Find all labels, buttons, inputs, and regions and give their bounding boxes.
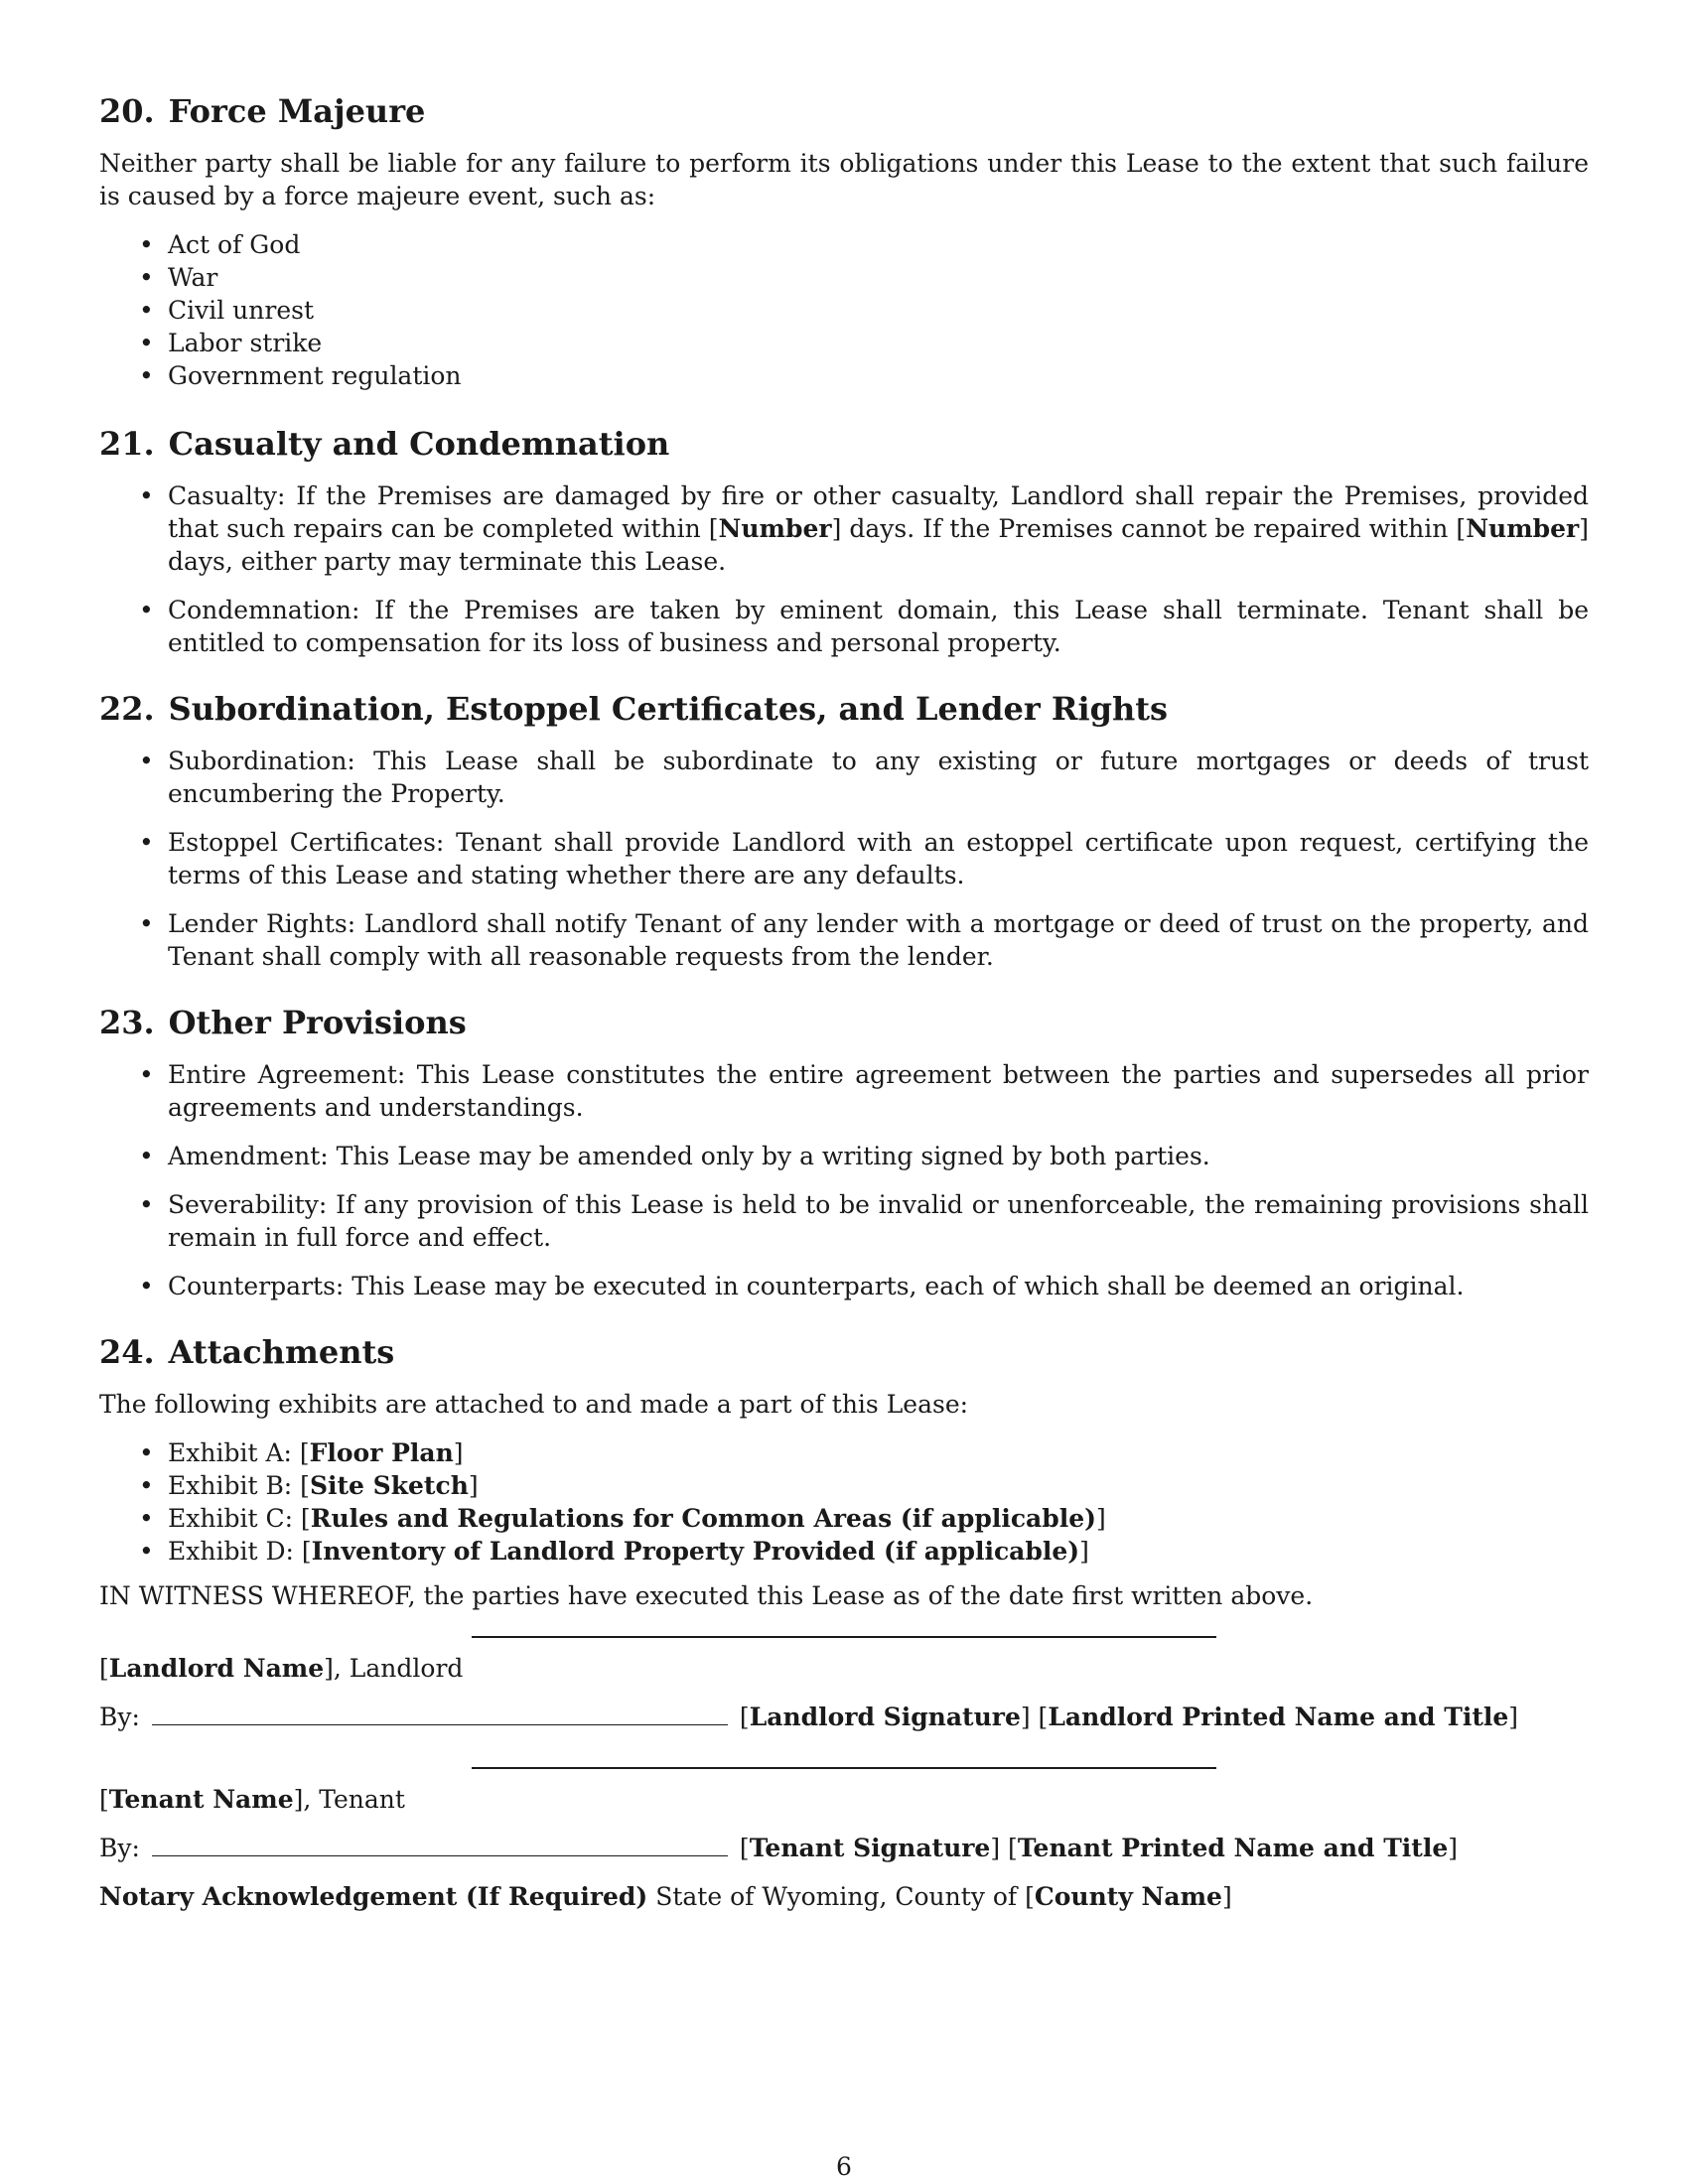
document-page [99,89,1589,1913]
by-label: By: [99,1834,140,1862]
notary-line [99,1880,1589,1913]
section-intro: The following exhibits are attached to and made a part of this Lease: [99,1390,969,1419]
exhibit-name: Floor Plan [309,1438,454,1467]
section-number: 24. [99,1333,155,1371]
signature-rule [472,1636,1216,1638]
force-majeure-list [99,228,1589,392]
landlord-name: Landlord Name [108,1654,325,1683]
exhibit-label: Exhibit C: [ [168,1504,311,1533]
bracket: ] [1508,1703,1519,1731]
exhibit-item [99,1535,1589,1568]
list-item: • Lender Rights: Landlord shall notify Tenant of any lender with a mortgage or deed of trust on the property, and Tenant shall comply with all reasonable requests from the lender. [99,907,1589,973]
section-title: Other Provisions [168,1004,467,1041]
landlord-signature-blank[interactable] [152,1701,728,1725]
bracket: [ [739,1703,750,1731]
section-21 [99,422,1589,659]
section-heading [99,89,1589,133]
bracket: [ [739,1834,750,1862]
tenant-role: ], Tenant [293,1785,405,1814]
list-item: • Entire Agreement: This Lease constitutes the entire agreement between the parties and supersedes all prior agreements and understandings. [99,1058,1589,1124]
text-run: ] days. If the Premises cannot be repaired within [ [831,514,1467,543]
landlord-signature-label: Landlord Signature [749,1703,1021,1731]
bracket: ] [1079,1537,1089,1566]
bracket: ] [1448,1834,1459,1862]
exhibit-name: Rules and Regulations for Common Areas (if applicable) [310,1504,1096,1533]
section-title: Attachments [168,1333,395,1371]
landlord-role: ], Landlord [324,1654,464,1683]
section-22 [99,687,1589,973]
section-24 [99,1330,1589,1568]
section-number: 23. [99,1004,155,1041]
text-run: Casualty: If the Premises are damaged by fire or other casualty, Landlord shall repair the Premises, provided that such repairs can be completed within [ [168,481,1589,543]
list-item-condemnation: • Condemnation: If the Premises are taken by eminent domain, this Lease shall terminate. Tenant shall be entitled to compensation for its loss of business and personal property. [99,594,1589,659]
list-item: • Act of God [99,228,1589,261]
exhibit-item [99,1436,1589,1469]
bracket: ] [ [1020,1703,1049,1731]
exhibit-item [99,1469,1589,1502]
exhibit-item [99,1502,1589,1535]
section-title: Subordination, Estoppel Certificates, and Lender Rights [168,690,1169,728]
bracket: [ [99,1785,109,1814]
list-item: • Civil unrest [99,294,1589,327]
list-item: • Amendment: This Lease may be amended only by a writing signed by both parties. [99,1140,1589,1172]
by-label: By: [99,1703,140,1731]
bracket: ] [453,1438,464,1467]
section-number: 21. [99,425,155,463]
bracket: ] [468,1471,479,1500]
tenant-printed-name-label: Tenant Printed Name and Title [1017,1834,1449,1862]
subordination-list [99,745,1589,973]
section-number: 22. [99,690,155,728]
section-heading [99,1001,1589,1044]
page-number: 6 [836,2152,852,2181]
list-item: • Subordination: This Lease shall be subordinate to any existing or future mortgages or deeds of trust encumbering the Property. [99,745,1589,810]
tenant-name: Tenant Name [108,1785,294,1814]
casualty-list [99,479,1589,659]
tenant-name-line [99,1783,1589,1816]
tenant-signature-placeholders [740,1832,1458,1864]
list-item: • War [99,261,1589,294]
bracket: ] [ [990,1834,1018,1862]
exhibit-list [99,1436,1589,1568]
section-title: Casualty and Condemnation [168,425,670,463]
section-heading [99,422,1589,466]
section-title: Force Majeure [168,92,426,130]
notary-text: State of Wyoming, County of [ [647,1882,1035,1911]
landlord-name-line [99,1652,1589,1685]
list-item-casualty [99,479,1589,578]
exhibit-name: Site Sketch [309,1471,469,1500]
tenant-signature-line [99,1832,1589,1864]
bracket: ] [1095,1504,1106,1533]
section-number: 20. [99,92,155,130]
bracket: ] [1221,1882,1232,1911]
list-item: • Labor strike [99,327,1589,359]
list-item: • Government regulation [99,359,1589,392]
bracket: [ [99,1654,109,1683]
section-20 [99,89,1589,392]
list-item: • Counterparts: This Lease may be executed in counterparts, each of which shall be deemed an original. [99,1270,1589,1302]
landlord-signature-placeholders [740,1701,1518,1733]
tenant-signature-blank[interactable] [152,1832,728,1856]
placeholder-number: Number [718,514,832,543]
exhibit-label: Exhibit D: [ [168,1537,312,1566]
section-23 [99,1001,1589,1302]
placeholder-number: Number [1466,514,1580,543]
list-item: • Severability: If any provision of this Lease is held to be invalid or unenforceable, the remaining provisions shall remain in full force and effect. [99,1188,1589,1254]
landlord-signature-line [99,1701,1589,1733]
list-item: • Estoppel Certificates: Tenant shall provide Landlord with an estoppel certificate upon request, certifying the terms of this Lease and stating whether there are any defaults. [99,826,1589,891]
signature-rule [472,1767,1216,1769]
other-provisions-list [99,1058,1589,1302]
exhibit-label: Exhibit B: [ [168,1471,310,1500]
exhibit-name: Inventory of Landlord Property Provided (if applicable) [311,1537,1080,1566]
notary-label: Notary Acknowledgement (If Required) [99,1882,648,1911]
landlord-printed-name-label: Landlord Printed Name and Title [1048,1703,1509,1731]
section-intro: Neither party shall be liable for any failure to perform its obligations under this Lease to the extent that such failure is caused by a force majeure event, such as: [99,149,1589,210]
text-run: ] days, either party may terminate this Lease. [168,514,1589,576]
tenant-signature-label: Tenant Signature [749,1834,991,1862]
section-heading [99,687,1589,731]
county-name: County Name [1034,1882,1222,1911]
witness-clause: IN WITNESS WHEREOF, the parties have executed this Lease as of the date first written above. [99,1581,1314,1610]
exhibit-label: Exhibit A: [ [168,1438,310,1467]
section-heading [99,1330,1589,1374]
